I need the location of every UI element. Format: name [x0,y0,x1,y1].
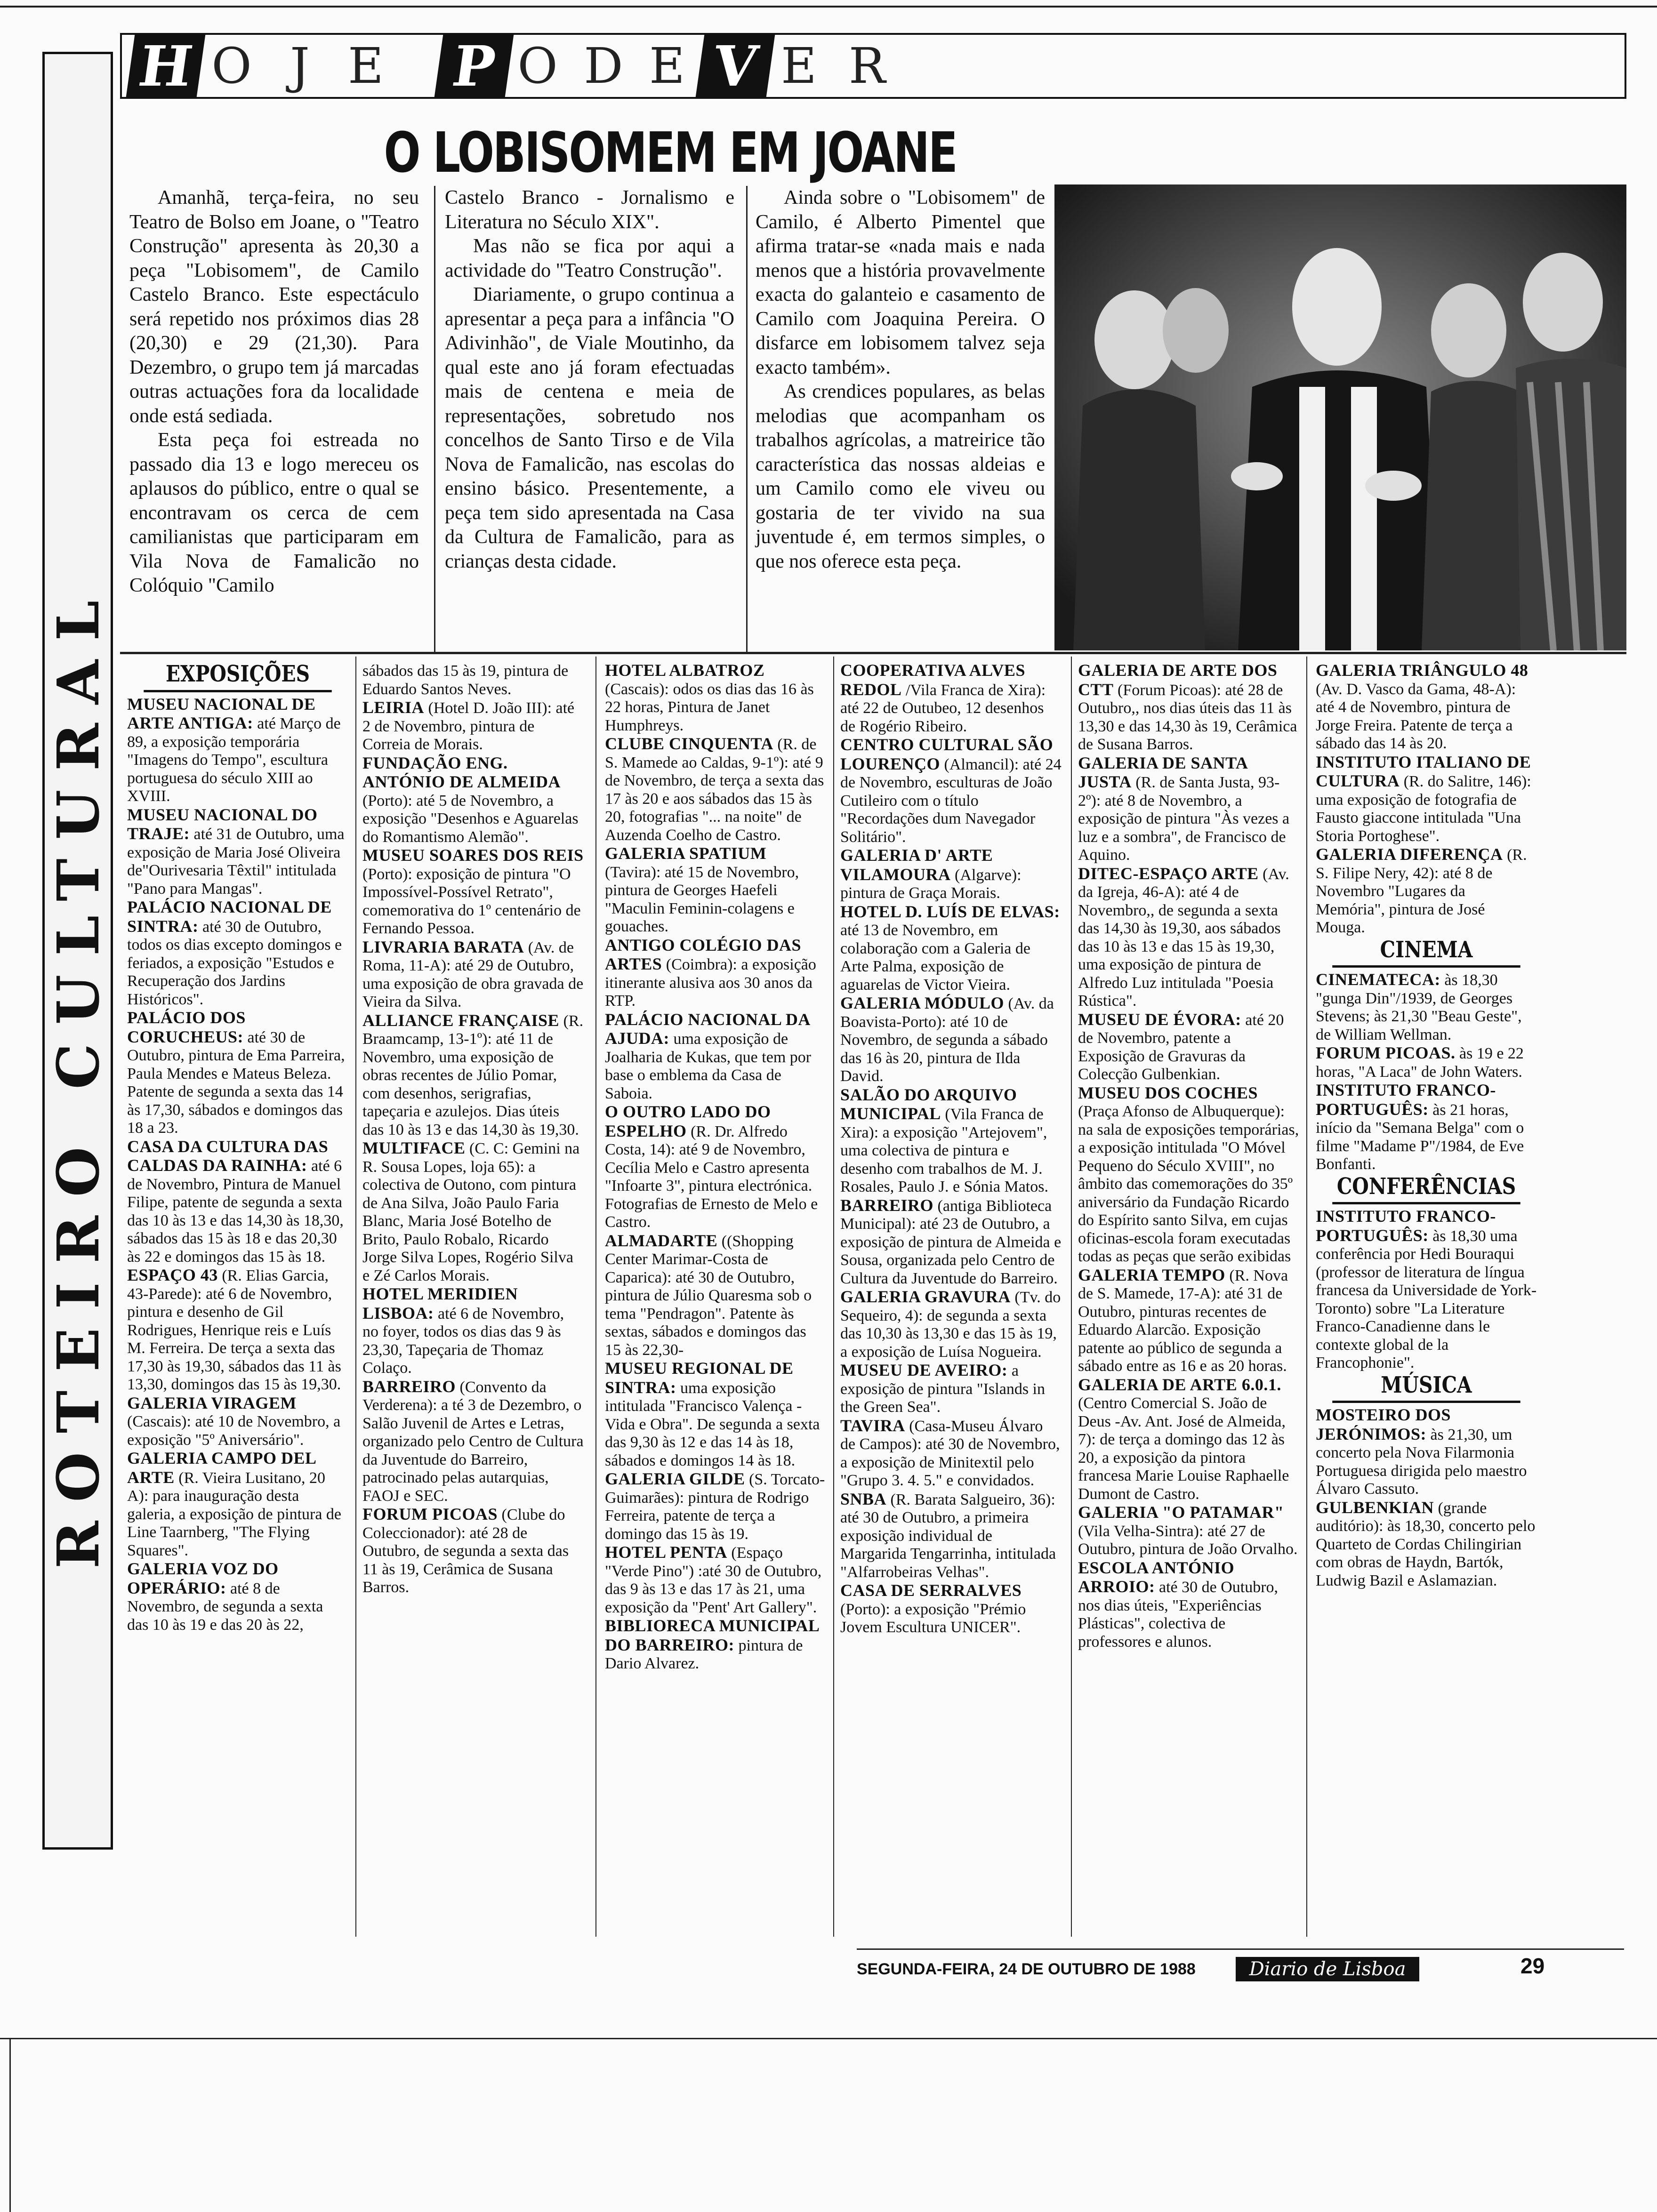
venue-name: FORUM PICOAS [362,1505,498,1523]
listing-details: até Março de 89, a exposição temporária "Imagens do Tempo", escultura portuguesa do século XIII ao XVIII. [127,715,341,805]
header-letter: V [696,35,775,97]
listing-details: (Porto): a exposição "Prémio Jovem Escultura UNICER". [840,1600,1026,1636]
listing-entry [127,1138,348,1266]
listing-entry [840,661,1062,736]
venue-name: GALERIA DE ARTE 6.0.1. [1078,1375,1281,1394]
listing-details: até 13 de Novembro, em colaboração com a Galeria de Arte Palma, exposição de aguarelas de Victor Vieira. [840,922,1030,994]
listing-entry [840,1581,1062,1637]
listing-entry [605,844,826,936]
section-banner [42,52,113,1850]
listing-entry [127,1560,348,1634]
section-heading: CINEMA [1332,937,1520,968]
listing-details: (Cascais): até 10 de Novembro, a exposição "5º Aniversário". [127,1413,341,1449]
venue-name: CLUBE CINQUENTA [605,734,773,753]
listing-details: às 19 e 22 horas, "A Laca" de John Waters. [1316,1045,1524,1081]
listing-details: (R. Braamcamp, 13-1º): até 11 de Novembro, uma exposição de obras recentes de Júlio Pomar, com desenhos, serigrafias, tapeçaria e azulejos. Dias úteis das 10 às 13 e das 14,30 às 19,30. [362,1012,584,1138]
listing-details: (Almancil): até 24 de Novembro, esculturas de João Cutileiro com o título "Recordações dum Navegador Solitário". [840,755,1062,846]
listings-column-3 [605,661,826,1673]
listing-entry [127,898,348,1009]
listing-entry [1316,661,1537,753]
top-border [0,6,1657,8]
listing-details: até 20 de Novembro, patente a Exposição de Gravuras da Colecção Gulbenkian. [1078,1011,1284,1083]
listing-entry [1316,1044,1537,1081]
header-letter: H [126,35,206,97]
listing-details: (R. Barata Salgueiro, 36): até 30 de Outubro, a primeira exposição individual de Margarida Tengarrinha, intitulada "Alfarrobeiras Velhas". [840,1491,1056,1581]
theatre-photo-image [1054,184,1626,650]
listing-entry [840,1196,1062,1288]
listing-entry [840,1086,1062,1196]
listing-entry [362,846,584,938]
article-paragraph: As crendices populares, as belas melodias que acompanham os trabalhos agrícolas, a matreirice tão característica das nossas aldeias e um Camilo como ele viveu ou gostaria de ter vivido na sua juventude é, em termos simples, o que nos oferece esta peça. [756,381,1045,572]
listing-details: (Cascais): odos os dias das 16 às 22 horas, Pintura de Janet Humphreys. [605,680,814,734]
listing-details: (Coimbra): a exposição itinerante alusiva aos 30 anos da RTP. [605,956,816,1010]
listing-details: (Tavira): até 15 de Novembro, pintura de Georges Haefeli "Maculin Feminin-colagens e gouaches. [605,863,799,935]
venue-name: HOTEL PENTA [605,1543,727,1562]
listing-details: (Hotel D. João III): até 2 de Novembro, pintura de Correia de Morais. [362,699,575,753]
venue-name: MUSEU NACIONAL DE ARTE ANTIGA: [127,694,316,732]
venue-name: GALERIA DE SANTA JUSTA [1078,753,1247,791]
listing-details: (Espaço "Verde Pino") :até 30 de Outubro, das 9 às 13 e das 17 às 21, uma exposição da "Pent' Art Gallery". [605,1544,822,1616]
listing-details: (Praça Afonso de Albuquerque): na sala de exposições temporárias, a exposição intitulada "O Móvel Pequeno do Século XVIII", no âmbito das comemorações do 35º aniversário da Fundação Ricardo do Espírito santo Silva, em cujas oficinas-escola foram executadas todas as peças que serão exibidas [1078,1103,1299,1265]
article-photo [1054,184,1626,650]
venue-name: PALÁCIO NACIONAL DE SINTRA: [127,898,332,936]
venue-name: GALERIA MÓDULO [840,994,1005,1012]
venue-name: GALERIA TEMPO [1078,1265,1225,1284]
header-letter: D [584,37,623,95]
listing-details: (S. Torcato-Guimarães): pintura de Rodrigo Ferreira, patente de terça a domingo das 15 às 19. [605,1471,825,1543]
venue-name: GALERIA DIFERENÇA [1316,845,1503,864]
article-column-3 [756,186,1045,574]
listings-column-6 [1316,661,1537,1590]
listing-details: às 18,30 "gunga Din"/1939, de Georges Stevens; às 21,30 "Beau Geste", de William Wellman. [1316,971,1522,1043]
listing-details: às 21,30, um concerto pela Nova Filarmonia Portuguesa dirigida pelo maestro Álvaro Cassuto. [1316,1426,1527,1498]
listing-details: até 6 de Novembro, no foyer, todos os dias das 9 às 23,30, Tapeçaria de Thomaz Colaço. [362,1305,564,1377]
venue-name: CASA DA CULTURA DAS CALDAS DA RAINHA: [127,1137,329,1175]
venue-name: MULTIFACE [362,1138,466,1157]
venue-name: GALERIA VOZ DO OPERÁRIO: [127,1559,279,1597]
listing-entry [605,661,826,735]
listing-entry [127,1394,348,1450]
issue-date: SEGUNDA-FEIRA, 24 DE OUTUBRO DE 1988 [857,1960,1196,1978]
listing-entry [362,1505,584,1597]
listings-column-1 [127,661,348,1634]
listing-entry [362,1285,584,1378]
venue-name: FORUM PICOAS. [1316,1043,1456,1062]
listing-entry [1316,845,1537,937]
listing-entry [605,1359,826,1470]
listings-column-4 [840,661,1062,1637]
listing-entry [605,1543,826,1617]
column-divider [1306,657,1307,1937]
listing-details: (R. de Santa Justa, 93-2º): até 8 de Novembro, a exposição de pintura "Às vezes a luz e a sombra", de Francisco de Aquino. [1078,774,1290,864]
venue-name: O OUTRO LADO DO ESPELHO [605,1102,771,1140]
listing-entry [362,1378,584,1506]
listing-details: até 31 de Outubro, uma exposição de Maria José Oliveira de"Ourivesaria Têxtil" intitulada "Pano para Mangas". [127,825,345,898]
venue-name: INSTITUTO ITALIANO DE CULTURA [1316,752,1531,790]
listing-details: (Vila Velha-Sintra): até 27 de Outubro, pintura de João Orvalho. [1078,1522,1298,1558]
venue-name: SALÃO DO ARQUIVO MUNICIPAL [840,1085,1017,1123]
listing-details: (Clube do Coleccionador): até 28 de Outubro, de segunda a sexta das 11 às 19, Cerâmica de Susana Barros. [362,1506,569,1596]
listing-entry [1078,661,1299,754]
listing-entry [1316,753,1537,846]
listing-entry [362,661,584,698]
header-letter: J [290,37,310,95]
listing-entry [1316,1081,1537,1174]
venue-name: ESCOLA ANTÓNIO ARROIO: [1078,1558,1235,1596]
header-letter: O [211,37,252,95]
venue-name: ANTIGO COLÉGIO DAS ARTES [605,935,802,973]
listing-details: (R. Elias Garcia, 43-Parede): até 6 de Novembro, pintura e desenho de Gil Rodrigues, Henrique reis e Luís M. Ferreira. De terça a sexta das 17,30 às 19,30, sábados das 11 às 13,30, domingos das 15 às 19,30. [127,1267,341,1393]
listing-details: (Vila Franca de Xira): a exposição "Artejovem", uma colectiva de pintura e desenho com trabalhos de M. J. Rosales, Paulo J. e Sónia Matos. [840,1106,1048,1195]
listing-details: (Forum Picoas): até 28 de Outubro,, nos dias úteis das 11 às 13,30 e das 14,30 às 19, Cerâmica de Susana Barros. [1078,681,1297,753]
listing-entry [1316,1207,1537,1372]
listing-entry [840,1417,1062,1490]
venue-name: CASA DE SERRALVES [840,1581,1022,1600]
listing-details: até 6 de Novembro, Pintura de Manuel Filipe, patente de segunda a sexta das 10 às 13 e das 14,30 às 18,30, sábados das 15 às 18 e das 20,30 às 22 e domingos das 15 às 18. [127,1157,344,1266]
column-divider [1071,657,1072,1937]
listing-details: (grande auditório): às 18,30, concerto pelo Quarteto de Cordas Chilingirian com obras de Haydn, Bartók, Ludwig Bazil e Aslamazian. [1316,1499,1536,1589]
article-paragraph: Diariamente, o grupo continua a apresentar a peça para a infância "O Adivinhão", de Viale Moutinho, da qual este ano já foram efectuadas mais de centena e meia de representações, sobretudo nos concelhos de Santo Tirso e de Vila Nova de Famalicão, nas escolas do ensino básico. Presentemente, a peça tem sido apresentada na Casa da Cultura de Famalicão, para as crianças desta cidade. [445,284,734,572]
listing-details: (R. Dr. Alfredo Costa, 14): até 9 de Novembro, Cecília Melo e Castro apresenta "Infoarte 3", pintura electrónica. Fotografias de Ernesto de Melo e Castro. [605,1122,818,1231]
listing-entry [840,994,1062,1086]
listing-entry [1078,1084,1299,1266]
column-divider [746,186,748,652]
article-paragraph: Mas não se fica por aqui a actividade do "Teatro Construção". [445,235,734,281]
venue-name: MUSEU REGIONAL DE SINTRA: [605,1359,794,1397]
venue-name: MUSEU NACIONAL DO TRAJE: [127,805,318,843]
listing-details: (antiga Biblioteca Municipal): até 23 de Outubro, a exposição de pintura de Almeida e Sousa, organizada pelo Centro de Cultura da Juventude do Barreiro. [840,1197,1062,1287]
listing-details: até 8 de Novembro, de segunda a sexta das 10 às 19 e das 20 às 22, [127,1579,323,1634]
venue-name: LEIRIA [362,698,425,717]
listing-entry [1078,1010,1299,1084]
listing-entry [362,698,584,754]
article-paragraph: Esta peça foi estreada no passado dia 13 e logo mereceu os aplausos do público, entre o qual se encontravam os cerca de cem camilianistas que participaram em Vila Nova de Famalicão no Colóquio "Camilo [129,429,419,596]
listing-details: uma exposição de Joalharia de Kukas, que tem por base o emblema da Casa de Saboia. [605,1030,812,1102]
column-divider [434,186,435,652]
listing-details: às 18,30 uma conferência por Hedi Bouraqui (professor de literatura de língua francesa da Universidade de York-Toronto) sobre "La Literature Franco-Canadienne dans le contexte global de la Francophonie". [1316,1227,1537,1371]
listing-details: (Casa-Museu Álvaro de Campos): até 30 de Novembro, a exposição de Minitextil pelo "Grupo 3. 4. 5." e convidados. [840,1417,1060,1489]
newspaper-logo: Diario de Lisboa [1236,1957,1419,1981]
listing-entry [127,695,348,806]
listings-column-2 [362,661,584,1597]
listing-entry [1316,1499,1537,1590]
column-divider [833,657,834,1937]
listing-details: pintura de Dario Alvarez. [605,1636,803,1672]
headline: O LOBISOMEM EM JOANE [384,120,957,185]
listing-entry [127,1266,348,1394]
listing-details: (R. Vieira Lusitano, 20 A): para inauguração desta galeria, a exposição de pintura de Line Taarnberg, "The Flying Squares". [127,1469,342,1559]
listing-entry [362,1139,584,1285]
section-banner-text: ROTEIRO CULTURAL [44,582,112,1569]
listing-entry [605,1103,826,1232]
listing-entry [605,1470,826,1543]
footer-rule [857,1948,1624,1950]
listing-details: (R. S. Filipe Nery, 42): até 8 de Novembro "Lugares da Memória", pintura de José Mouga. [1316,846,1527,936]
venue-name: HOTEL ALBATROZ [605,661,765,680]
listing-entry [1078,1503,1299,1559]
venue-name: MUSEU DOS COCHES [1078,1083,1258,1102]
venue-name: CINEMATECA: [1316,970,1440,989]
article-column-1 [129,186,419,598]
venue-name: GALERIA DE ARTE DOS CTT [1078,661,1278,699]
listing-details: (Centro Comercial S. João de Deus -Av. Ant. José de Almeida, 7): de terça a domingo das 12 às 20, a exposição da pintora francesa Marie Louise Raphaelle Dumont de Castro. [1078,1395,1289,1503]
venue-name: GALERIA GRAVURA [840,1287,1011,1306]
venue-name: HOTEL MERIDIEN LISBOA: [362,1284,518,1322]
venue-name: PALÁCIO NACIONAL DA AJUDA: [605,1010,810,1048]
listing-entry [840,846,1062,903]
venue-name: GALERIA CAMPO DEL ARTE [127,1449,316,1487]
venue-name: GALERIA GILDE [605,1469,745,1488]
section-heading: MÚSICA [1332,1372,1520,1403]
article-paragraph: Castelo Branco - Jornalismo e Literatura no Século XIX". [445,187,734,233]
listing-entry [1078,1376,1299,1504]
venue-name: COOPERATIVA ALVES REDOL [840,661,1025,699]
section-heading: EXPOSIÇÕES [144,661,332,692]
header-letter: P [434,35,514,97]
page-number: 29 [1520,1954,1545,1978]
listings-top-rule [120,652,1626,654]
listing-entry [1078,865,1299,1010]
listing-details: (Porto): exposição de pintura "O Impossível-Possível Retrato", comemorativa do 1º centenário de Fernando Pessoa. [362,865,581,937]
article-column-2 [445,186,734,574]
listing-details: (R. do Salitre, 146): uma exposição de fotografia de Fausto giaccone intitulada "Una Storia Portoghese". [1316,773,1531,845]
listing-details: /Vila Franca de Xira): até 22 de Outubeo, 12 desenhos de Rogério Ribeiro. [840,681,1046,735]
venue-name: INSTITUTO FRANCO-PORTUGUÊS: [1316,1207,1496,1245]
venue-name: TAVIRA [840,1416,905,1435]
header-letter: R [848,37,886,95]
listing-details: (Tv. do Sequeiro, 4): de segunda a sexta das 10,30 às 13,30 e das 15 às 19, a exposição de Luísa Nogueira. [840,1289,1061,1361]
venue-name: MUSEU DE AVEIRO: [840,1361,1008,1379]
listing-entry [840,903,1062,994]
venue-name: GALERIA "O PATAMAR" [1078,1503,1284,1522]
listing-details: até 30 de Outubro, nos dias úteis, "Experiências Plásticas", colectiva de professores e alunos. [1078,1579,1279,1651]
listing-entry [605,1232,826,1360]
article-paragraph: Amanhã, terça-feira, no seu Teatro de Bolso em Joane, o "Teatro Construção" apresenta às 20,30 a peça "Lobisomem", de Camilo Castelo Branco. Este espectáculo será repetido nos próximos dias 28 (20,30) e 29 (21,30). Para Dezembro, o grupo tem já marcadas outras actuações fora da localidade onde está sediada. [129,187,419,427]
listing-details: uma exposição intitulada "Francisco Valença - Vida e Obra". De segunda a sexta das 9,30 às 12 e das 14 às 18, sábados e domingos 14 às 18. [605,1379,820,1469]
header-letter: E [781,37,817,95]
listing-entry [1316,970,1537,1044]
listing-details: (C. C: Gemini na R. Sousa Lopes, loja 65): a colectiva de Outono, com pintura de Ana Silva, João Paulo Faria Blanc, Maria José Botelho de Brito, Paulo Robalo, Ricardo Jorge Silva Lopes, Rogério Silva e Zé Carlos Morais. [362,1140,580,1284]
listing-details: (Av. D. Vasco da Gama, 48-A): até 4 de Novembro, pintura de Jorge Freira. Patente de terça a sábado das 14 às 20. [1316,680,1516,752]
listing-entry [605,936,826,1010]
venue-name: SNBA [840,1489,887,1508]
listing-details: até 30 de Outubro, pintura de Ema Parreira, Paula Mendes e Mateus Beleza. Patente de segunda a sexta das 14 às 17,30, sábados e domingos das 18 a 23. [127,1028,345,1137]
listing-details: às 21 horas, início da "Semana Belga" com o filme "Madame P"/1984, de Eve Bonfanti. [1316,1101,1524,1173]
header-letter: O [517,37,558,95]
venue-name: GALERIA SPATIUM [605,844,767,863]
listing-details: (R. Nova de S. Mamede, 17-A): até 31 de Outubro, pinturas recentes de Eduardo Alarcão. Exposição patente ao público de segunda a sábado entre as 16 e as 20 horas. [1078,1266,1288,1375]
listing-details: ((Shopping Center Marimar-Costa de Caparica): até 30 de Outubro, pintura de Júlio Quaresma sob o tema "Pendragon". Patente às sextas, sábados e domingos das 15 às 22,30- [605,1232,812,1359]
listing-details: a exposição de pintura "Islands in the Green Sea". [840,1362,1045,1416]
venue-name: BIBLIORECA MUNICIPAL DO BARREIRO: [605,1616,819,1654]
page-left-edge [9,2038,11,2212]
listings-column-5 [1078,661,1299,1651]
listing-details: sábados das 15 às 19, pintura de Eduardo Santos Neves. [362,662,569,698]
listing-details: (Porto): até 5 de Novembro, a exposição "Desenhos e Aguarelas do Romantismo Alemão". [362,792,579,846]
listing-entry [1316,1406,1537,1499]
venue-name: GULBENKIAN [1316,1498,1434,1517]
listing-entry [127,806,348,898]
listing-details: até 30 de Outubro, todos os dias excepto domingos e feriados, a exposição "Estudos e Recuperação dos Jardins Históricos". [127,918,342,1008]
venue-name: ESPAÇO 43 [127,1266,218,1284]
venue-name: PALÁCIO DOS CORUCHEUS: [127,1008,246,1046]
venue-name: HOTEL D. LUÍS DE ELVAS: [840,902,1060,921]
venue-name: MUSEU SOARES DOS REIS [362,846,584,865]
listing-entry [1078,1559,1299,1651]
venue-name: MOSTEIRO DOS JERÓNIMOS: [1316,1405,1451,1443]
listing-entry [362,938,584,1011]
listing-entry [840,1288,1062,1361]
listing-entry [362,754,584,847]
listing-entry [605,1617,826,1673]
listing-details: (Av. da Boavista-Porto): até 10 de Novembro, de segunda a sábado das 16 às 20, pintura de Ilda David. [840,995,1054,1085]
listing-entry [840,1490,1062,1582]
listing-entry [1078,1266,1299,1376]
venue-name: INSTITUTO FRANCO-PORTUGUÊS: [1316,1081,1496,1119]
column-divider [595,657,596,1937]
venue-name: ALMADARTE [605,1231,718,1250]
column-divider [355,657,356,1937]
venue-name: GALERIA TRIÂNGULO 48 [1316,661,1528,680]
venue-name: BARREIRO [840,1195,934,1215]
venue-name: GALERIA VIRAGEM [127,1393,297,1412]
page-bottom-border [0,2038,1657,2039]
header-letter: E [649,37,685,95]
listing-details: (R. de S. Mamede ao Caldas, 9-1º): até 9 de Novembro, de terça a sexta das 17 às 20 e aos sábados das 15 às 20, fotografias "... na noite" de Auzenda Coelho de Castro. [605,736,824,844]
venue-name: BARREIRO [362,1377,456,1396]
listing-details: (Av. de Roma, 11-A): até 29 de Outubro, uma exposição de obra gravada de Vieira da Silva. [362,938,584,1010]
listing-details: (Algarve): pintura de Graça Morais. [840,866,1022,902]
article-paragraph: Ainda sobre o "Lobisomem" de Camilo, é Alberto Pimentel que afirma tratar-se «nada mais e nada menos que a história provavelmente exacta do galanteio e casamento de Camilo com Joaquina Pereira. O disfarce em lobisomem talvez seja exacto também». [756,187,1045,378]
listing-entry [127,1009,348,1138]
venue-name: LIVRARIA BARATA [362,937,524,956]
listing-entry [605,735,826,844]
venue-name: MUSEU DE ÉVORA: [1078,1010,1241,1029]
page-header [120,33,1626,99]
listing-entry [1078,754,1299,865]
listing-details: (Convento da Verderena): a té 3 de Dezembro, o Salão Juvenil de Artes e Letras, organizado pelo Centro de Cultura da Juventude do Barreiro, patrocinado pelas autarquias, FAOJ e SEC. [362,1378,584,1505]
listing-details: (Av. da Igreja, 46-A): até 4 de Novembro,, de segunda a sexta das 14,30 às 19,30, aos sábados das 10 às 13 e das 15 às 19,30, uma exposição de pintura de Alfredo Luz intitulada "Poesia Rústica". [1078,865,1289,1010]
venue-name: DITEC-ESPAÇO ARTE [1078,864,1259,883]
header-letter: E [348,37,384,95]
listing-entry [840,736,1062,846]
section-heading: CONFERÊNCIAS [1332,1174,1520,1205]
listing-entry [840,1361,1062,1417]
venue-name: FUNDAÇÃO ENG. ANTÓNIO DE ALMEIDA [362,753,561,791]
venue-name: CENTRO CULTURAL SÃO LOURENÇO [840,735,1054,773]
venue-name: GALERIA D' ARTE VILAMOURA [840,846,993,884]
listing-entry [127,1449,348,1560]
listing-entry [605,1010,826,1103]
listing-entry [362,1011,584,1139]
venue-name: ALLIANCE FRANÇAISE [362,1010,560,1030]
